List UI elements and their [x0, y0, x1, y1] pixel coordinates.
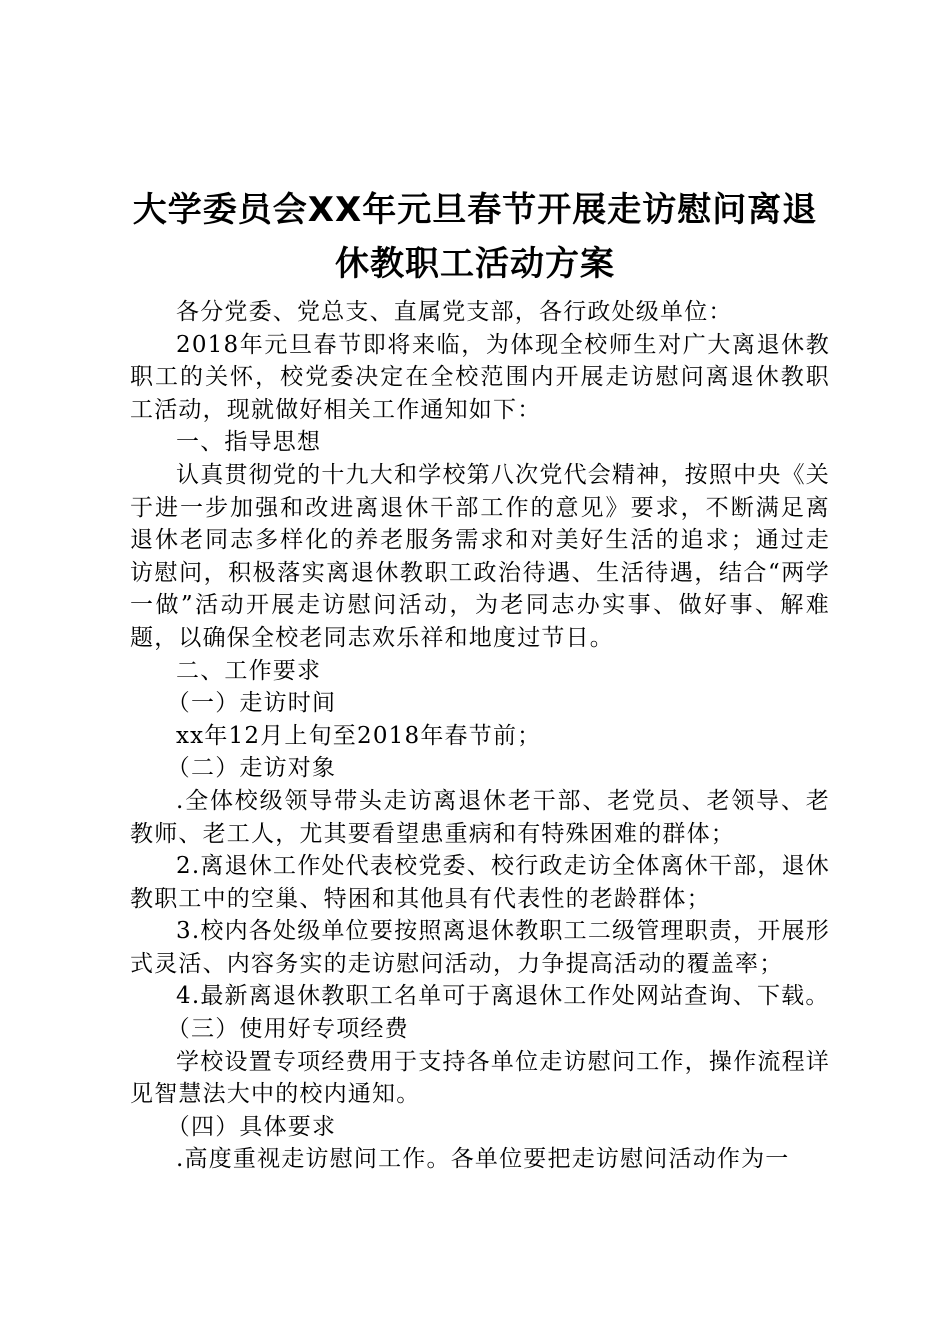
- document-body: [130, 296, 830, 1176]
- special-funds-paragraph: 学校设置专项经费用于支持各单位走访慰问工作，操作流程详见智慧法大中的校内通知。: [130, 1048, 830, 1108]
- visit-target-item-1: .全体校级领导带头走访离退休老干部、老党员、老领导、老教师、老工人，尤其要看望患重病和有特殊困难的群体；: [130, 787, 830, 847]
- visit-target-item-3: 3.校内各处级单位要按照离退休教职工二级管理职责，开展形式灵活、内容务实的走访慰问活动，力争提高活动的覆盖率；: [130, 918, 830, 977]
- subheading-visit-targets: （二）走访对象: [166, 755, 337, 782]
- salutation: 各分党委、党总支、直属党支部，各行政处级单位：: [176, 299, 733, 325]
- section-heading-2: 二、工作要求: [176, 657, 322, 684]
- document-title-line-1: 大学委员会XX年元旦春节开展走访慰问离退: [132, 190, 818, 230]
- subheading-visit-time: （一）走访时间: [166, 690, 337, 717]
- visit-target-item-2: 2.离退休工作处代表校党委、校行政走访全体离休干部，退休教职工中的空巢、特困和其他具有代表性的老龄群体；: [130, 853, 830, 912]
- visit-target-item-4: 4.最新离退休教职工名单可于离退休工作处网站查询、下载。: [176, 983, 830, 1010]
- section-heading-1: 一、指导思想: [176, 429, 322, 456]
- subheading-special-funds: （三）使用好专项经费: [166, 1016, 409, 1043]
- guiding-thought-paragraph: 认真贯彻党的十九大和学校第八次党代会精神，按照中央《关于进一步加强和改进离退休干部工作的意见》要求，不断满足离退休老同志多样化的养老服务需求和对美好生活的追求；通过走访慰问，积极落实离退休教职工政治待遇、生活待遇，结合“两学一做”活动开展走访慰问活动，为老同志办实事、做好事、解难题，以确保全校老同志欢乐祥和地度过节日。: [130, 461, 830, 651]
- requirements-paragraph: .高度重视走访慰问工作。各单位要把走访慰问活动作为一: [176, 1146, 790, 1173]
- subheading-specific-requirements: （四）具体要求: [166, 1113, 337, 1140]
- intro-paragraph: 2018年元旦春节即将来临，为体现全校师生对广大离退休教职工的关怀，校党委决定在全校范围内开展走访慰问离退休教职工活动，现就做好相关工作通知如下：: [130, 331, 830, 423]
- document-title-line-2: 休教职工活动方案: [335, 244, 615, 284]
- visit-time-paragraph: xx年12月上旬至2018年春节前；: [176, 722, 542, 749]
